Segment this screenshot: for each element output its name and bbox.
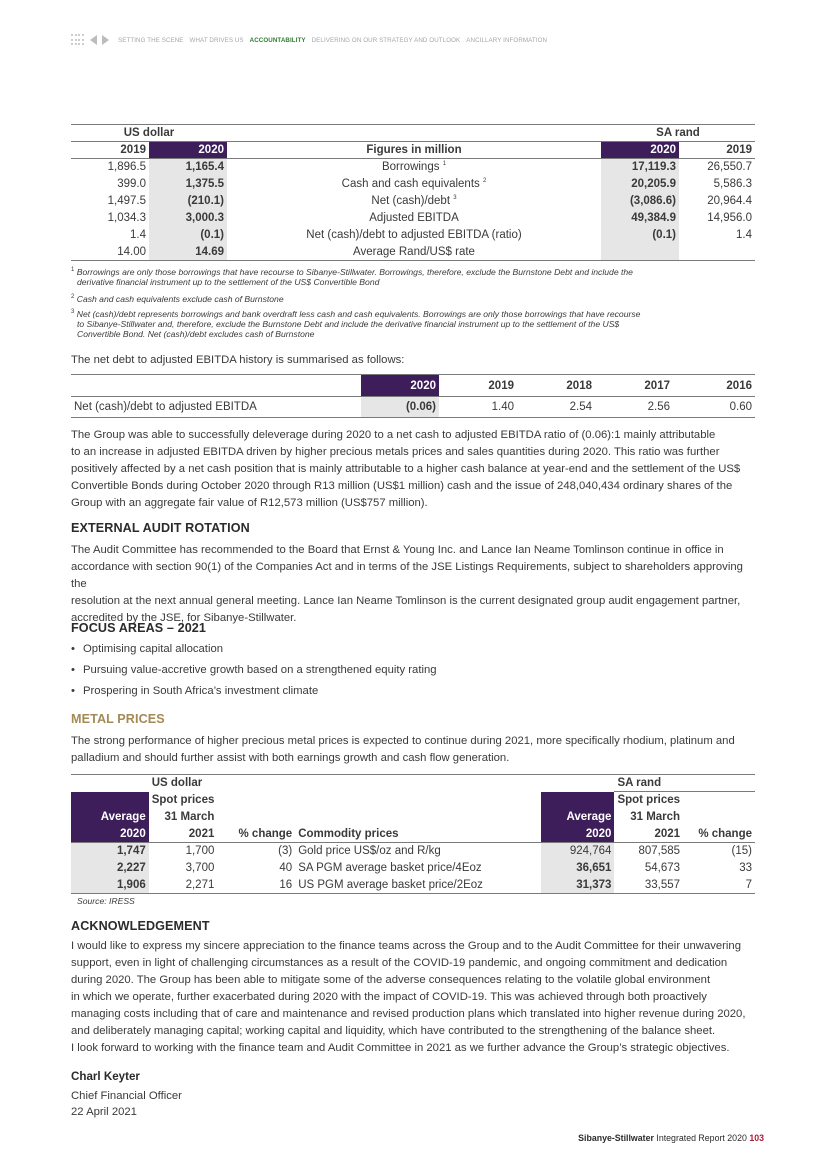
table-group-header-row: [71, 775, 755, 792]
cell-label: Net (cash)/debt to adjusted EBITDA (ratio): [306, 229, 522, 241]
nav-ancillary-information[interactable]: ANCILLARY INFORMATION: [466, 36, 548, 44]
col-header-usd-2019: 2019: [71, 142, 149, 159]
cell-usd-2020: 1,165.4: [149, 159, 227, 176]
zar-group-label: SA rand: [614, 775, 755, 792]
cell-zar-2019: [679, 244, 755, 261]
history-intro: The net debt to adjusted EBITDA history is summarised as follows:: [71, 354, 405, 366]
cell-2017: 2.56: [595, 397, 673, 418]
cell-usd-average: 1,906: [71, 877, 149, 894]
nav-delivering-strategy[interactable]: DELIVERING ON OUR STRATEGY AND OUTLOOK: [311, 36, 461, 44]
focus-list: [71, 639, 751, 702]
table-row: [71, 843, 755, 860]
col-header-zar-2019: 2019: [679, 142, 755, 159]
cell-usd-average: 2,227: [71, 860, 149, 877]
metal-heading: METAL PRICES: [71, 712, 165, 726]
table-header-row: [71, 375, 755, 397]
usd-group-label: US dollar: [151, 777, 203, 790]
col-header-usd-2020: 2020: [71, 826, 149, 843]
top-navigation: [71, 33, 553, 47]
cell-commodity: Gold price US$/oz and R/kg: [298, 845, 441, 858]
col-header-zar-change: % change: [683, 826, 755, 843]
col-header-2018: 2018: [566, 379, 592, 392]
history-table: [71, 374, 755, 418]
cell-zar-spot: 807,585: [638, 845, 681, 858]
cell-2019: 1.40: [439, 397, 517, 418]
col-header-usd-spot-date: 31 March: [164, 811, 215, 823]
nav-accountability[interactable]: ACCOUNTABILITY: [249, 36, 306, 44]
cell-usd-2019: 14.00: [71, 244, 149, 261]
cell-label: Average Rand/US$ rate: [227, 244, 601, 261]
signatory-name: Charl Keyter: [71, 1070, 140, 1083]
cell-zar-2020: (3,086.6): [601, 193, 679, 210]
footnote-1: $^1$ Borrowings are only those borrowings that have recourse to Sibanye-Stillwater. Borrowings, therefore, exclude the Burnstone Debt and include the derivative financial instrument up to the settlement of the US$ Convertible Bond: [71, 266, 633, 288]
row-label: Net (cash)/debt to adjusted EBITDA: [71, 397, 361, 418]
table-row: [71, 210, 755, 227]
col-header-usd-spot: Spot prices: [151, 794, 215, 806]
cell-zar-2019: 5,586.3: [713, 178, 752, 190]
col-header-zar-spot: Spot prices: [617, 794, 681, 807]
cell-usd-2019: 399.0: [117, 178, 146, 190]
table-row: [71, 877, 755, 894]
cell-usd-average: 1,747: [71, 843, 149, 860]
col-header-usd-2020: 2020: [149, 142, 227, 159]
next-page-icon[interactable]: [102, 35, 109, 45]
previous-page-icon[interactable]: [90, 35, 97, 45]
cell-zar-spot: 54,673: [644, 862, 681, 874]
cell-2020: (0.06): [361, 397, 439, 418]
cell-usd-spot: 3,700: [185, 862, 215, 874]
footer-company: Sibanye-Stillwater: [578, 1133, 654, 1143]
page-number: 103: [749, 1133, 764, 1143]
cell-label: Borrowings $^1$: [381, 161, 447, 174]
cell-usd-change: 16: [217, 877, 295, 894]
cell-label: Net (cash)/debt $^3$: [371, 195, 457, 207]
audit-paragraph: The Audit Committee has recommended to the Board that Ernst & Young Inc. and Lance Ian Neame Tomlinson continue in office in accordance with section 90(1) of the Companies Act and in terms of the JSE Listings Requirements, subject to shareholders approving the resolution at the next annual general meeting. Lance Ian Neame Tomlinson is the current designated group audit engagement partner, accredited by the JSE, for Sibanye-Stillwater.: [71, 544, 743, 624]
grid-menu-icon[interactable]: [71, 34, 84, 46]
col-header-zar-2020: 2020: [541, 826, 615, 843]
table-row: [71, 244, 755, 261]
cell-usd-2019: 1,497.5: [107, 195, 146, 207]
net-debt-table: [71, 124, 755, 261]
table-header-row: [71, 826, 755, 843]
cell-zar-2020: (0.1): [601, 227, 679, 244]
table-row: [71, 193, 755, 210]
cell-usd-2019: 1.4: [130, 229, 146, 241]
cell-usd-spot: 2,271: [149, 877, 218, 894]
acknowledgement-heading: ACKNOWLEDGEMENT: [71, 919, 210, 933]
cell-usd-2020: (210.1): [149, 193, 227, 210]
cell-zar-change: (15): [731, 845, 752, 858]
metal-prices-table: [71, 774, 755, 894]
footer-report: Integrated Report 2020: [656, 1133, 747, 1143]
cell-usd-2019: 1,896.5: [107, 161, 146, 174]
signature-date: 22 April 2021: [71, 1106, 137, 1118]
cell-usd-change: 40: [279, 862, 293, 874]
table-header-row: [71, 792, 755, 809]
metal-paragraph: The strong performance of higher precious metal prices is expected to continue during 2021, more specifically rhodium, platinum and palladium and should further assist with both earnings growth and cash flow generation.: [71, 735, 735, 764]
col-header-zar-spot-date: 31 March: [630, 811, 681, 823]
cell-zar-2020: 17,119.3: [601, 159, 679, 176]
col-header-2020: 2020: [361, 375, 439, 397]
cell-zar-2019: 26,550.7: [707, 161, 752, 174]
col-header-zar-2021: 2021: [614, 826, 683, 843]
focus-heading: FOCUS AREAS – 2021: [71, 621, 207, 635]
col-header-usd-2021: 2021: [149, 826, 218, 843]
col-header-zar-average: Average: [541, 809, 615, 826]
cell-zar-change: 7: [683, 877, 755, 894]
cell-commodity: SA PGM average basket price/4Eoz: [298, 862, 482, 874]
cell-usd-2019: 1,034.3: [107, 212, 146, 224]
cell-zar-average: 924,764: [541, 843, 615, 860]
table-row: [71, 397, 755, 418]
cell-2016: 0.60: [673, 397, 755, 418]
cell-usd-2020: (0.1): [149, 227, 227, 244]
deleverage-paragraph: The Group was able to successfully deleverage during 2020 to a net cash to adjusted EBITDA ratio of (0.06):1 mainly attributable to an increase in adjusted EBITDA driven by higher precious metals prices and sales quantities during 2020. This ratio was further positively affected by a net cash position that is mainly attributable to a higher cash balance at year-end and the settlement of the US$ Convertible Bonds during October 2020 through R13 million (US$1 million) cash and the issue of 248,040,434 ordinary shares of the Group with an aggregate fair value of R12,573 million (US$757 million).: [71, 429, 741, 509]
cell-zar-2020: 49,384.9: [601, 210, 679, 227]
cell-commodity: US PGM average basket price/2Eoz: [295, 877, 540, 894]
audit-heading: EXTERNAL AUDIT ROTATION: [71, 521, 250, 535]
acknowledgement-paragraph: I would like to express my sincere appreciation to the finance teams across the Group and to the Audit Committee for their unwavering support, even in light of challenging circumstances as a result of the COVID-19 pandemic, and ongoing commitment and dedication during 2020. The Group has been able to mitigate some of the adverse consequences relating to the volatile global environment in which we operate, further exacerbated during 2020 with the impact of COVID-19. This was achieved through both proactively managing costs including that of care and maintenance and revised production plans which translated into higher revenue during 2020, and deliberately managing capital; working capital and liquidity, which have contributed to the strengthening of the balance sheet. I look forward to working with the finance team and Audit Committee in 2021 as we further advance the Group’s strategic objectives.: [71, 940, 746, 1054]
cell-zar-2019: 14,956.0: [707, 212, 752, 224]
cell-usd-change: (3): [278, 845, 293, 858]
page-footer: [578, 1133, 764, 1143]
table-row: [71, 159, 755, 176]
table-row: [71, 176, 755, 193]
cell-zar-2019: 20,964.4: [707, 195, 752, 207]
cell-label: Cash and cash equivalents $^2$: [341, 178, 487, 190]
usd-group-label: US dollar: [71, 125, 227, 142]
cell-label: Adjusted EBITDA: [369, 212, 459, 224]
col-header-2019: 2019: [488, 379, 514, 392]
footnote-3: $^3$ Net (cash)/debt represents borrowings and bank overdraft less cash and cash equivalents. Borrowings are only those borrowings that have recourse to Sibanye-Stillwater and, therefore, exclude the Burnstone Debt and include the derivative financial instrument up to the settlement of the US$ Convertible Bond. Net (cash)/debt excludes cash of Burnstone: [71, 308, 641, 340]
cell-zar-spot: 33,557: [614, 877, 683, 894]
col-header-zar-2020: 2020: [601, 142, 679, 159]
list-item: • Optimising capital allocation: [71, 639, 751, 660]
cell-usd-2020: 1,375.5: [149, 176, 227, 193]
col-header-usd-average: Average: [71, 809, 149, 826]
table-header-row: [71, 142, 755, 159]
col-header-commodity: Commodity prices: [295, 826, 540, 843]
cell-usd-2020: 14.69: [149, 244, 227, 261]
cell-usd-2020: 3,000.3: [149, 210, 227, 227]
cell-zar-2020: 20,205.9: [601, 176, 679, 193]
cell-usd-spot: 1,700: [185, 845, 215, 858]
cell-zar-2019: 1.4: [736, 229, 752, 241]
list-item: • Prospering in South Africa’s investment climate: [71, 681, 751, 702]
cell-2018: 2.54: [517, 397, 595, 418]
cell-zar-change: 33: [739, 862, 752, 874]
nav-what-drives-us[interactable]: WHAT DRIVES US: [189, 36, 244, 44]
list-item: • Pursuing value-accretive growth based on a strengthened equity rating: [71, 660, 751, 681]
table-row: [71, 860, 755, 877]
col-header-usd-change: % change: [217, 826, 295, 843]
table-header-row: [71, 809, 755, 826]
table-row: [71, 227, 755, 244]
zar-group-label: SA rand: [601, 125, 755, 142]
nav-setting-the-scene[interactable]: SETTING THE SCENE: [118, 36, 184, 44]
source-note: Source: IRESS: [77, 896, 135, 906]
col-header-2017: 2017: [644, 379, 670, 392]
col-header-2016: 2016: [726, 379, 752, 392]
cell-zar-2020: [601, 244, 679, 261]
cell-zar-average: 31,373: [541, 877, 615, 894]
signatory-title: Chief Financial Officer: [71, 1090, 182, 1102]
col-header-figures: Figures in million: [227, 142, 601, 159]
footnote-2: $^2$ Cash and cash equivalents exclude cash of Burnstone: [71, 293, 284, 304]
cell-zar-average: 36,651: [541, 860, 615, 877]
table-group-header-row: [71, 125, 755, 142]
